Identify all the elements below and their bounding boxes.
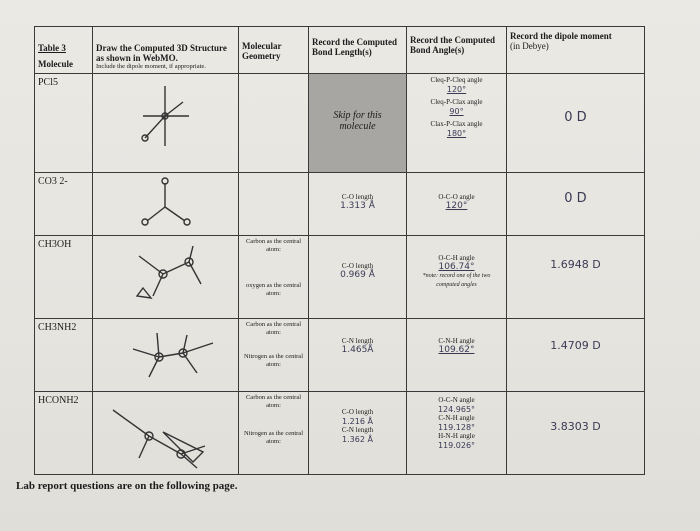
row-co3 — [35, 173, 645, 236]
molecule-name: CH3NH2 — [38, 322, 77, 333]
length-cell — [309, 392, 407, 475]
dipole-title: Record the dipole moment — [510, 31, 612, 41]
angle-cell — [407, 319, 507, 392]
length-cell-skipped — [309, 74, 407, 173]
molecule-cell — [35, 74, 93, 173]
angle-label: O-C-N angle — [438, 396, 475, 404]
angle-value-1: 120° — [446, 85, 467, 94]
dipole-cell — [507, 392, 645, 475]
angle-cell — [407, 392, 507, 475]
molecule-name: PCl5 — [38, 77, 59, 88]
dipole-cell — [507, 173, 645, 236]
dipole-value: 1.6948 D — [550, 258, 601, 271]
angle-value: 124.965° — [437, 405, 476, 414]
skip-text: Skip for this molecule — [333, 110, 382, 132]
angle-value-3: 119.026° — [437, 441, 476, 450]
draw-header — [93, 27, 239, 74]
molecule-name: CH3OH — [38, 239, 72, 250]
structure-drawing — [93, 319, 239, 392]
pcl5-sketch — [93, 74, 239, 172]
length-label: C-N length — [341, 337, 374, 345]
dipole-cell — [507, 74, 645, 173]
angle-label: O-C-H angle — [438, 254, 475, 262]
dipole-value: 0 D — [564, 110, 587, 125]
angle-label-2: Cleq-P-Clax angle — [430, 98, 483, 106]
length-value: 0.969 Å — [340, 270, 375, 280]
worksheet-table — [34, 26, 644, 466]
geometry-cell — [239, 236, 309, 319]
molecule-label: Molecule — [38, 59, 73, 69]
table-label: Table 3 — [38, 43, 66, 53]
dipole-value: 1.4709 D — [550, 339, 601, 352]
length-label-2: C-N length — [341, 426, 374, 434]
angle-label: C-N-H angle — [438, 337, 475, 345]
geometry-cell — [239, 74, 309, 173]
ch3nh2-sketch — [93, 319, 239, 391]
dipole-value: 3.8303 D — [550, 420, 601, 433]
draw-title: Draw the Computed 3D Structure as shown in WebMO. — [96, 43, 227, 63]
hconh2-sketch — [93, 392, 239, 474]
angle-value: 120° — [445, 201, 468, 211]
angle-note: *note: record one of the two computed angles — [422, 273, 491, 288]
geometry-nitrogen: Nitrogen as the central atom: — [243, 430, 304, 445]
angle-label-2: C-N-H angle — [438, 414, 475, 422]
length-value: 1.465Å — [341, 345, 374, 355]
molecule-cell — [35, 319, 93, 392]
geometry-carbon: Carbon as the central atom: — [245, 321, 302, 336]
length-value: 1.313 Å — [340, 201, 375, 211]
angle-label-3: Clax-P-Clax angle — [430, 120, 483, 128]
dipole-cell — [507, 236, 645, 319]
angle-value: 109.62° — [438, 345, 475, 355]
dipole-header — [507, 27, 645, 74]
co3-sketch — [93, 173, 239, 235]
angle-label-1: Cleq-P-Cleq angle — [430, 76, 483, 84]
angle-value: 106.74° — [438, 262, 475, 272]
dipole-unit: (in Debye) — [510, 41, 549, 51]
molecule-name: HCONH2 — [38, 395, 79, 406]
length-label: C-O length — [341, 262, 374, 270]
header-row — [35, 27, 645, 74]
geometry-carbon: Carbon as the central atom: — [245, 394, 302, 409]
angle-value-2: 119.128° — [437, 423, 476, 432]
row-hconh2 — [35, 392, 645, 475]
angle-cell — [407, 173, 507, 236]
table-label-cell — [35, 27, 93, 74]
angle-label: O-C-O angle — [438, 193, 475, 201]
molecule-cell — [35, 236, 93, 319]
length-cell — [309, 236, 407, 319]
dipole-value: 0 D — [564, 191, 587, 206]
length-cell — [309, 173, 407, 236]
length-label: C-O length — [341, 193, 374, 201]
angle-cell — [407, 74, 507, 173]
molecule-cell — [35, 392, 93, 475]
angle-value-2: 90° — [449, 107, 464, 116]
length-value-2: 1.362 Å — [342, 435, 373, 444]
angle-label-3: H-N-H angle — [438, 432, 475, 440]
geometry-nitrogen: Nitrogen as the central atom: — [243, 353, 304, 368]
length-label: C-O length — [341, 408, 374, 416]
length-cell — [309, 319, 407, 392]
geometry-cell — [239, 392, 309, 475]
bond-angle-header: Record the Computed Bond Angle(s) — [407, 27, 507, 74]
draw-subtitle: Include the dipole moment, if appropriate. — [96, 63, 206, 70]
molecule-cell — [35, 173, 93, 236]
ch3oh-sketch — [93, 236, 239, 318]
angle-cell — [407, 236, 507, 319]
row-ch3oh — [35, 236, 645, 319]
structure-drawing — [93, 392, 239, 475]
length-value: 1.216 Å — [342, 417, 373, 426]
row-pcl5 — [35, 74, 645, 173]
structure-drawing — [93, 236, 239, 319]
bond-length-header: Record the Computed Bond Length(s) — [309, 27, 407, 74]
geometry-oxygen: oxygen as the central atom: — [245, 282, 302, 297]
geometry-header: Molecular Geometry — [239, 27, 309, 74]
geometry-cell — [239, 319, 309, 392]
structure-drawing — [93, 173, 239, 236]
molecule-name: CO3 2- — [38, 176, 68, 187]
row-ch3nh2 — [35, 319, 645, 392]
geometry-carbon: Carbon as the central atom: — [245, 238, 302, 253]
angle-value-3: 180° — [446, 129, 467, 138]
dipole-cell — [507, 319, 645, 392]
geometry-cell — [239, 173, 309, 236]
footer-note: Lab report questions are on the following page. — [16, 480, 238, 492]
structure-drawing — [93, 74, 239, 173]
